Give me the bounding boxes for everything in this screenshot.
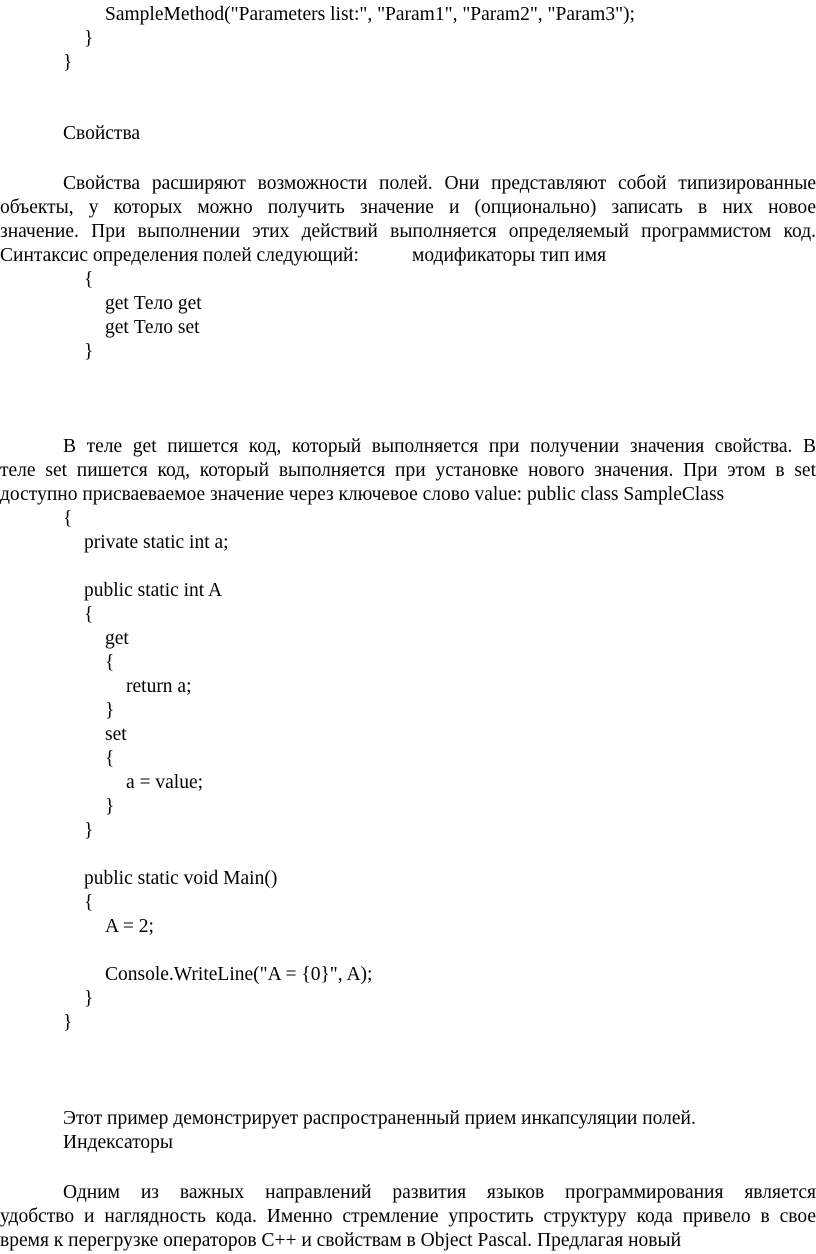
code-line: } — [84, 820, 94, 841]
code-line: } — [84, 28, 94, 49]
code-line: Console.WriteLine("A = {0}", A); — [105, 964, 373, 985]
paragraph-line: время к перегрузке операторов C++ и свойствам в Object Pascal. Предлагая новый — [0, 1230, 682, 1251]
code-line: { — [63, 508, 73, 529]
code-line: { — [84, 269, 94, 290]
code-line: { — [105, 748, 115, 769]
code-line: } — [63, 1012, 73, 1033]
code-line: get Тело set — [105, 317, 200, 338]
code-line: return a; — [126, 676, 192, 697]
paragraph-line: Одним из важных направлений развития языков программирования является — [63, 1182, 816, 1203]
paragraph-line: Этот пример демонстрирует распространенный прием инкапсуляции полей. — [63, 1108, 696, 1129]
code-line: public static void Main() — [84, 868, 278, 889]
paragraph-line-tail: модификаторы тип имя — [412, 245, 607, 266]
paragraph-line: Синтаксис определения полей следующий: — [0, 245, 359, 266]
code-line: } — [84, 341, 94, 362]
code-line: get Тело get — [105, 293, 202, 314]
code-line: public static int A — [84, 580, 223, 601]
code-line: { — [105, 652, 115, 673]
code-line: get — [105, 628, 129, 649]
paragraph-line: значение. При выполнении этих действий выполняется определяемый программистом код. — [0, 221, 816, 242]
section-heading-properties: Свойства — [63, 123, 141, 144]
code-line: set — [105, 724, 127, 745]
code-line: { — [84, 892, 94, 913]
code-line: } — [105, 700, 115, 721]
code-line: A = 2; — [105, 916, 154, 937]
code-line: } — [84, 988, 94, 1009]
paragraph-line: доступно присваеваемое значение через ключевое слово value: public class SampleClass — [0, 484, 725, 505]
code-line: SampleMethod("Parameters list:", "Param1", "Param2", "Param3"); — [105, 4, 635, 25]
paragraph-line: объекты, у которых можно получить значение и (опционально) записать в них новое — [0, 197, 816, 218]
code-line: } — [63, 52, 73, 73]
code-line: a = value; — [126, 772, 204, 793]
code-line: { — [84, 604, 94, 625]
code-line: } — [105, 796, 115, 817]
paragraph-line: теле set пишется код, который выполняется при установке нового значения. При этом в set — [0, 460, 816, 481]
paragraph-line: удобство и наглядность кода. Именно стремление упростить структуру кода привело в свое — [0, 1206, 816, 1227]
section-heading-indexers: Индексаторы — [63, 1132, 173, 1153]
code-line: private static int a; — [84, 532, 229, 553]
paragraph-line: Свойства расширяют возможности полей. Они представляют собой типизированные — [63, 173, 816, 194]
paragraph-line: В теле get пишется код, который выполняется при получении значения свойства. В — [63, 436, 816, 457]
